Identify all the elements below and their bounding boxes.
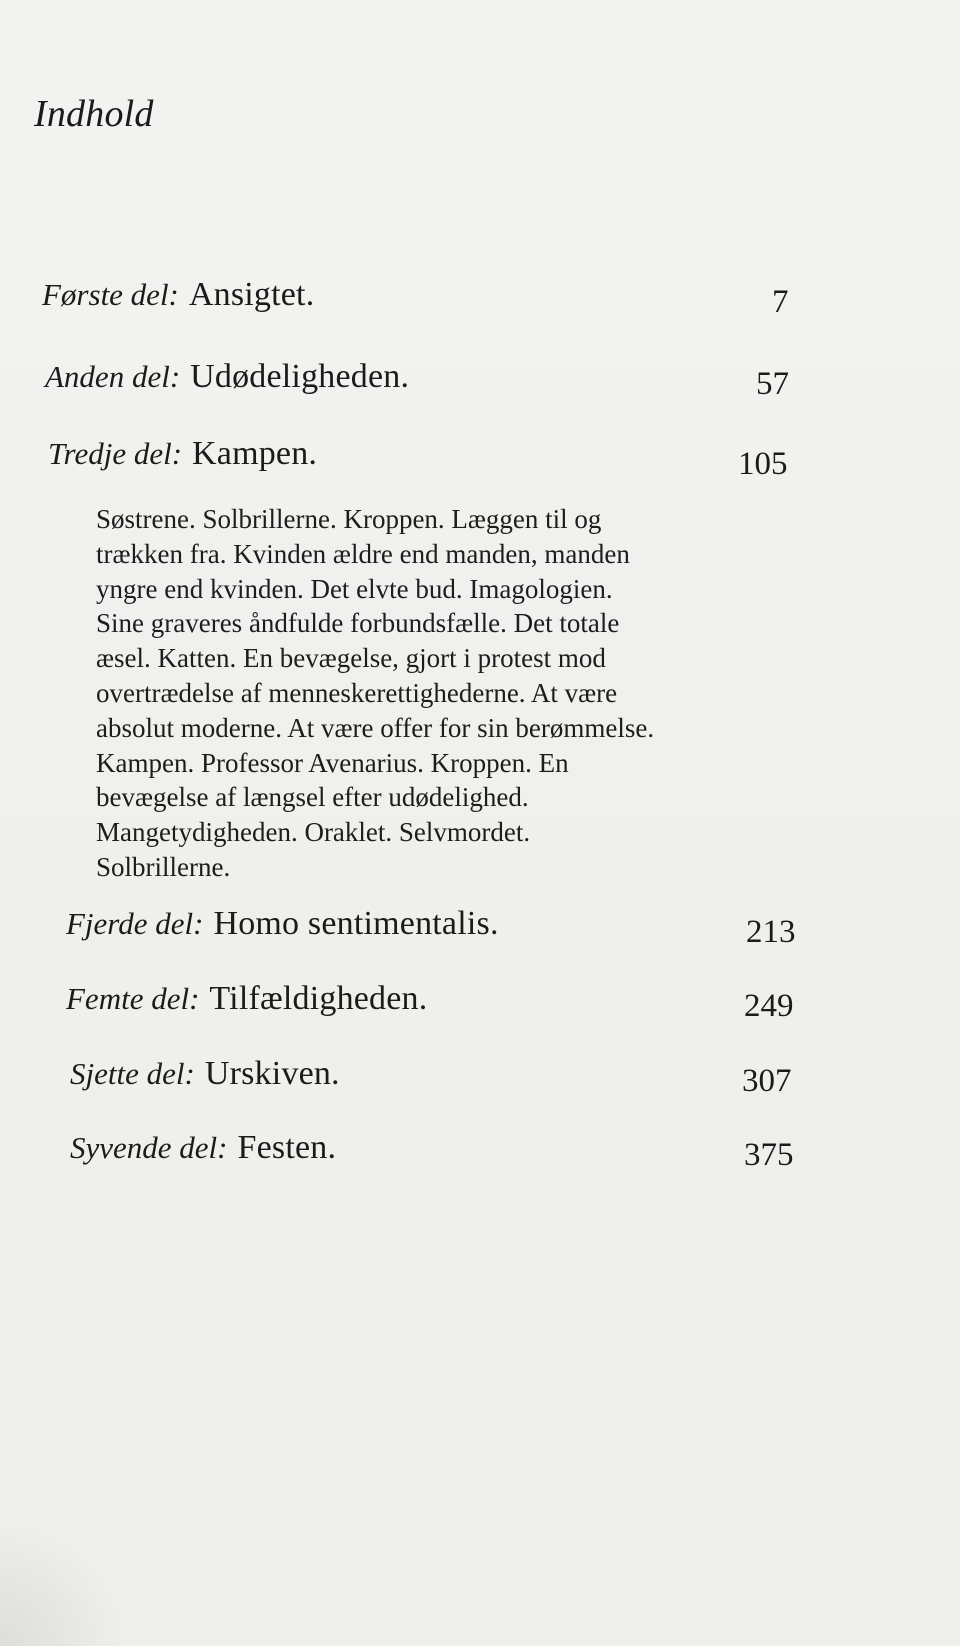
toc-heading: Indhold [34, 93, 154, 135]
page-number: 375 [744, 1137, 794, 1173]
page-number: 57 [756, 366, 789, 402]
page-corner-shadow [0, 1526, 150, 1646]
part-label: Sjette del: [70, 1056, 195, 1091]
contents-line: trækken fra. Kvinden ældre end manden, manden [96, 538, 630, 569]
contents-line: overtrædelse af menneskerettighederne. At være [96, 677, 618, 708]
part-label: Første del: [42, 277, 179, 312]
page-number: 307 [742, 1063, 792, 1099]
page-number: 213 [746, 914, 796, 950]
part-title: Ansigtet. [188, 276, 315, 313]
toc-entry-part-1 [42, 276, 314, 314]
part-title: Homo sentimentalis. [213, 905, 499, 942]
part-label: Fjerde del: [66, 906, 204, 941]
toc-entry-part-3 [48, 435, 317, 473]
part-title: Udødeligheden. [190, 358, 410, 395]
part-title: Tilfældigheden. [209, 980, 428, 1017]
page-number: 105 [738, 446, 788, 482]
toc-entry-part-7 [70, 1129, 336, 1167]
contents-line: Mangetydigheden. Oraklet. Selvmordet. [96, 817, 531, 848]
part-title: Festen. [237, 1129, 337, 1166]
contents-line: æsel. Katten. En bevægelse, gjort i protest mod [96, 643, 606, 674]
toc-entry-part-2 [45, 358, 409, 396]
toc-entry-part-5 [66, 980, 427, 1018]
toc-entry-part-4 [66, 905, 499, 943]
part-title: Kampen. [192, 435, 318, 472]
part-label: Syvende del: [70, 1130, 228, 1165]
part-label: Tredje del: [48, 436, 183, 471]
page-number: 7 [772, 284, 789, 320]
contents-line: bevægelse af længsel efter udødelighed. [96, 782, 529, 813]
part-label: Anden del: [45, 359, 181, 394]
contents-line: yngre end kvinden. Det elvte bud. Imagologien. [96, 573, 613, 604]
contents-line: Kampen. Professor Avenarius. Kroppen. En [96, 747, 569, 778]
contents-line: absolut moderne. At være offer for sin berømmelse. [96, 712, 655, 743]
part-label: Femte del: [66, 981, 200, 1016]
part-title: Urskiven. [204, 1055, 340, 1092]
contents-line: Solbrillerne. [96, 851, 231, 882]
page-number: 249 [744, 988, 794, 1024]
contents-line: Søstrene. Solbrillerne. Kroppen. Læggen til og [96, 504, 602, 534]
toc-entry-part-6 [70, 1055, 340, 1093]
contents-line: Sine graveres åndfulde forbundsfælle. Det totale [96, 608, 620, 639]
part-3-contents [96, 502, 706, 885]
